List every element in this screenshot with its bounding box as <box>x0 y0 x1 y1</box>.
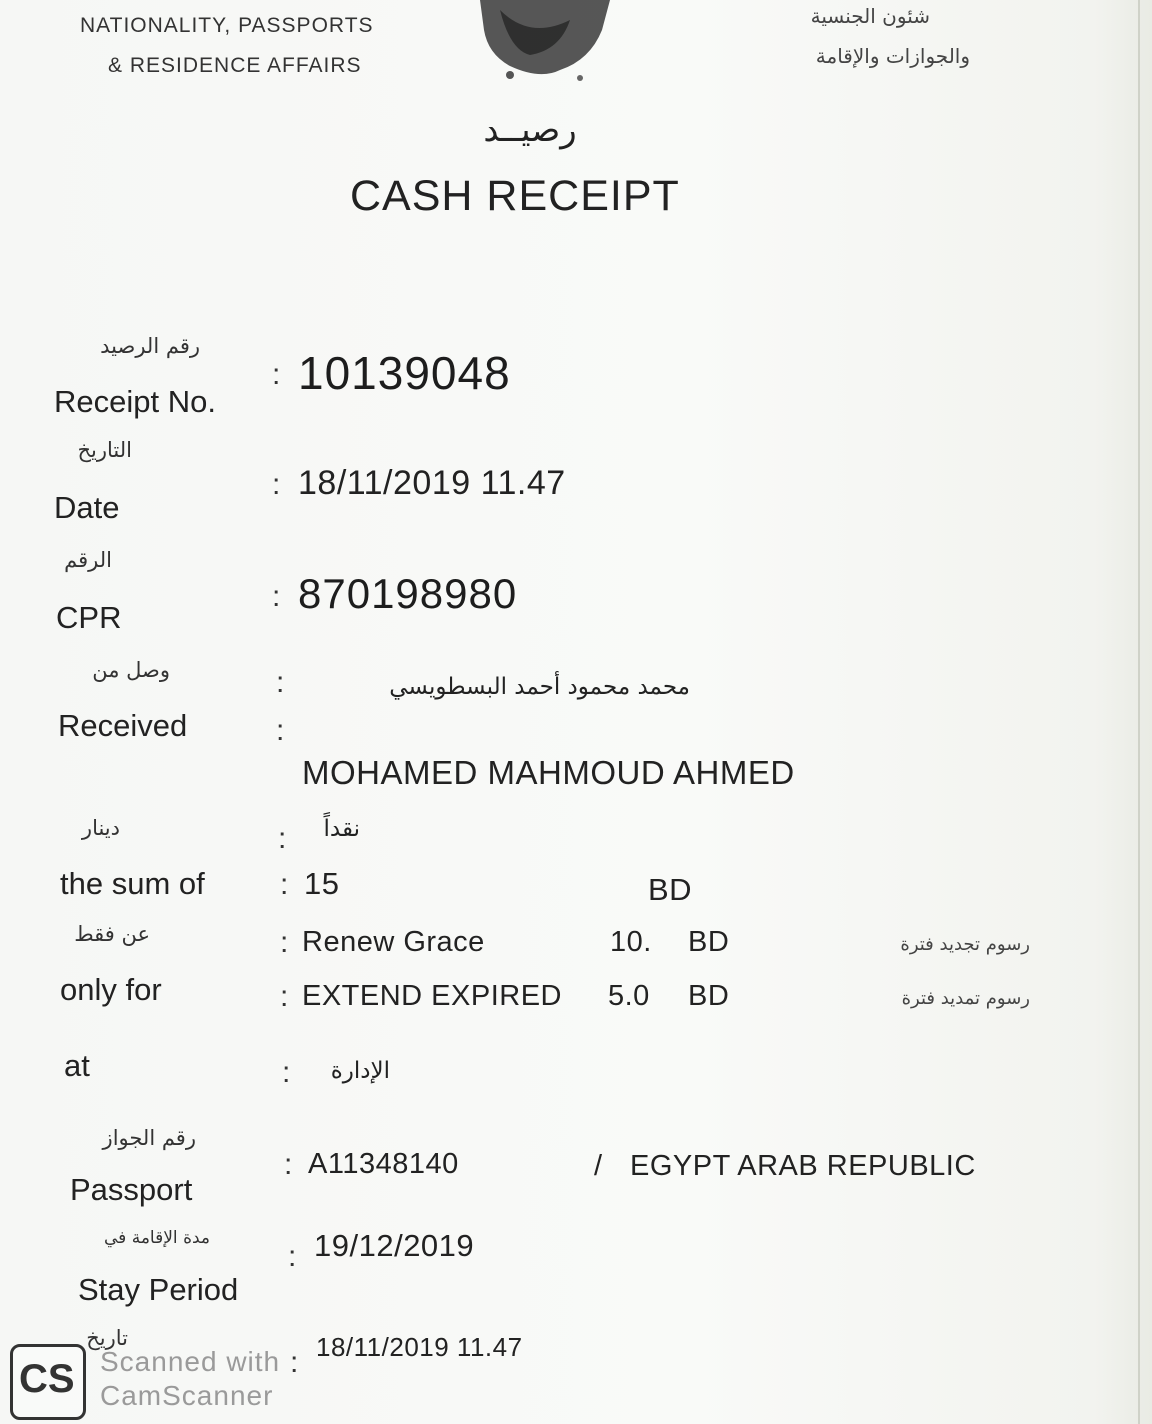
item-extend-amount: 5.0 <box>608 980 650 1012</box>
only-for-label: only for <box>60 972 162 1007</box>
cpr-label: CPR <box>56 600 122 635</box>
at-colon: : <box>282 1056 291 1089</box>
receipt-no-value: 10139048 <box>298 347 511 399</box>
authority-en-line1: NATIONALITY, PASSPORTS <box>80 14 374 37</box>
only-for-colon-1: : <box>280 926 289 959</box>
date-value: 18/11/2019 11.47 <box>298 464 566 502</box>
watermark-line1: Scanned with <box>100 1346 281 1377</box>
received-value-ar: محمد محمود أحمد البسطويسي <box>389 674 690 700</box>
item-extend-currency: BD <box>688 980 730 1012</box>
item-extend-desc-ar: رسوم تمديد فترة <box>901 988 1030 1009</box>
receipt-no-colon: : <box>272 358 281 391</box>
passport-label-ar: رقم الجواز <box>102 1126 196 1150</box>
date-label-ar: التاريخ <box>77 438 132 462</box>
item-renew-desc: Renew Grace <box>302 926 485 958</box>
sum-colon-ar: : <box>278 822 287 855</box>
item-renew-desc-ar: رسوم تجديد فترة <box>900 934 1030 955</box>
stay-period-label: Stay Period <box>78 1272 239 1307</box>
cpr-value: 870198980 <box>298 570 518 617</box>
watermark-line2: CamScanner <box>100 1380 274 1411</box>
date-label: Date <box>54 490 120 525</box>
stay-period-value: 19/12/2019 <box>314 1228 475 1263</box>
receipt-no-label-ar: رقم الرصيد <box>100 334 200 358</box>
cpr-colon: : <box>272 580 281 613</box>
at-value-ar: الإدارة <box>330 1058 390 1084</box>
print-date-colon: : <box>290 1346 299 1379</box>
received-label-ar: وصل من <box>92 658 170 682</box>
received-label: Received <box>58 708 188 743</box>
paper-edge <box>1138 0 1140 1424</box>
item-renew-amount: 10. <box>610 926 652 958</box>
item-renew-currency: BD <box>688 926 730 958</box>
camscanner-logo <box>10 1344 86 1420</box>
sum-label: the sum of <box>60 866 205 901</box>
print-date-value: 18/11/2019 11.47 <box>316 1332 523 1362</box>
print-date-label-ar: تاريخ <box>86 1326 128 1350</box>
received-value-en: MOHAMED MAHMOUD AHMED <box>302 754 795 791</box>
receipt-no-label: Receipt No. <box>54 384 216 419</box>
page-title: CASH RECEIPT <box>350 172 680 220</box>
received-colon: : <box>276 714 285 747</box>
stay-period-colon: : <box>288 1240 297 1273</box>
received-colon-ar: : <box>276 666 285 699</box>
only-for-label-ar: عن فقط <box>74 922 150 946</box>
camscanner-logo-text: CS <box>19 1357 75 1401</box>
sum-colon: : <box>280 868 289 901</box>
date-colon: : <box>272 468 281 501</box>
sum-value: 15 <box>304 866 340 901</box>
authority-ar-line2: والجوازات والإقامة <box>815 44 970 68</box>
passport-nationality: EGYPT ARAB REPUBLIC <box>630 1150 976 1182</box>
at-label: at <box>64 1048 90 1083</box>
sum-value-ar: نقداً <box>323 816 360 842</box>
passport-value: A11348140 <box>308 1148 459 1180</box>
sum-currency: BD <box>648 872 693 907</box>
emblem-stamp <box>470 0 620 90</box>
only-for-colon-2: : <box>280 980 289 1013</box>
stay-period-label-ar: مدة الإقامة في <box>104 1228 210 1248</box>
cpr-label-ar: الرقم <box>64 548 112 572</box>
passport-label: Passport <box>70 1172 193 1207</box>
passport-separator: / <box>594 1150 603 1182</box>
title-ar: رصيــد <box>483 110 577 150</box>
sum-label-ar: دينار <box>81 816 120 840</box>
passport-colon: : <box>284 1148 293 1181</box>
authority-en-line2: & RESIDENCE AFFAIRS <box>108 54 362 77</box>
item-extend-desc: EXTEND EXPIRED <box>302 980 562 1012</box>
authority-ar-line1: شئون الجنسية <box>810 4 930 28</box>
